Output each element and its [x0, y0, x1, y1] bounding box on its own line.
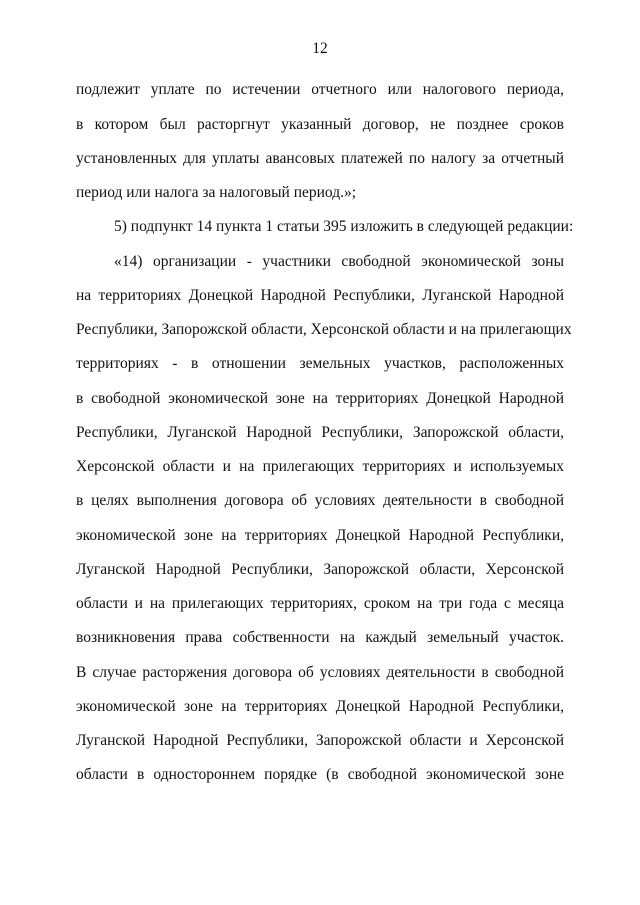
text-line: экономической зоне на территориях Донецкой Народной Республики, [76, 527, 564, 544]
text-line: В случае расторжения договора об условиях деятельности в свободной [76, 664, 564, 681]
text-line: Херсонской области и на прилегающих территориях и используемых [76, 458, 564, 475]
text-line: «14) организации - участники свободной экономической зоны [114, 253, 564, 270]
text-line: период или налога за налоговый период.»; [76, 184, 357, 201]
text-line: Луганской Народной Республики, Запорожской области, Херсонской [76, 561, 564, 578]
text-line: установленных для уплаты авансовых платежей по налогу за отчетный [76, 150, 564, 167]
text-line: экономической зоне на территориях Донецкой Народной Республики, [76, 698, 564, 715]
text-line: Республики, Луганской Народной Республики, Запорожской области, [76, 424, 564, 441]
text-line: подлежит уплате по истечении отчетного или налогового периода, [76, 81, 564, 98]
text-line: области и на прилегающих территориях, сроком на три года с месяца [76, 595, 564, 612]
text-line: Республики, Запорожской области, Херсонской области и на прилегающих [76, 321, 572, 338]
text-line: 5) подпункт 14 пункта 1 статьи 395 изложить в следующей редакции: [114, 218, 574, 235]
text-line: на территориях Донецкой Народной Республики, Луганской Народной [76, 287, 564, 304]
text-line: в котором был расторгнут указанный договор, не позднее сроков [76, 116, 564, 133]
text-line: в свободной экономической зоне на территориях Донецкой Народной [76, 390, 564, 407]
text-line: области в одностороннем порядке (в свободной экономической зоне [76, 766, 564, 783]
text-line: Луганской Народной Республики, Запорожской области и Херсонской [76, 732, 564, 749]
text-line: возникновения права собственности на каждый земельный участок. [76, 629, 564, 646]
page-number: 12 [312, 40, 328, 57]
text-line: в целях выполнения договора об условиях деятельности в свободной [76, 492, 564, 509]
text-line: территориях - в отношении земельных участков, расположенных [76, 355, 564, 372]
